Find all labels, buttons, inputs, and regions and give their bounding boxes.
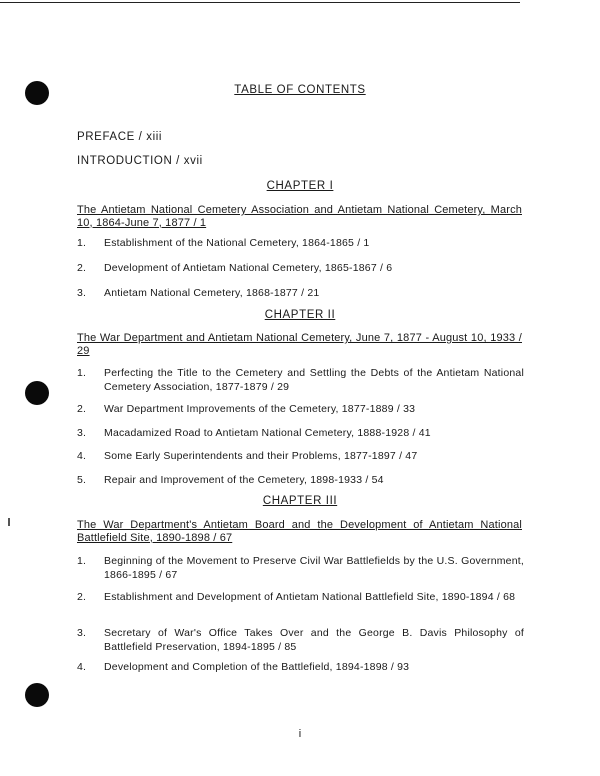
toc-entry — [77, 474, 524, 488]
toc-entry — [77, 403, 524, 417]
toc-entry — [77, 237, 524, 251]
chapter-heading: CHAPTER II — [264, 309, 336, 321]
toc-entry-text: Establishment and Development of Antietam National Battlefield Site, 1890-1894 / 68 — [104, 591, 516, 603]
toc-entry-number: 4. — [77, 450, 87, 462]
toc-entry-text: Repair and Improvement of the Cemetery, 1898-1933 / 54 — [104, 474, 384, 486]
toc-entry — [77, 427, 524, 441]
toc-entry-text: Antietam National Cemetery, 1868-1877 / 21 — [104, 287, 320, 299]
toc-entry-text: Macadamized Road to Antietam National Cemetery, 1888-1928 / 41 — [104, 427, 431, 439]
punch-hole — [25, 381, 49, 405]
page-number: i — [298, 728, 302, 740]
toc-entry-text: Secretary of War's Office Takes Over and the George B. Davis Philosophy of Battlefield Preservation, 1894-1895 / 85 — [104, 627, 524, 653]
toc-entry-text: Establishment of the National Cemetery, 1864-1865 / 1 — [104, 237, 370, 249]
toc-entry-text: Beginning of the Movement to Preserve Civil War Battlefields by the U.S. Government, 1866-1895 / 67 — [104, 555, 524, 581]
toc-entry-text: Some Early Superintendents and their Problems, 1877-1897 / 47 — [104, 450, 418, 462]
toc-entry-number: 1. — [77, 237, 87, 249]
toc-entry — [77, 627, 524, 654]
toc-entry-number: 2. — [77, 403, 87, 415]
toc-introduction: INTRODUCTION / xvii — [77, 155, 203, 167]
toc-entry — [77, 262, 524, 276]
chapter-part-title: The Antietam National Cemetery Association and Antietam National Cemetery, March 10, 1864-June 7, 1877 / 1 — [77, 204, 522, 229]
toc-entry-number: 2. — [77, 262, 87, 274]
toc-entry-number: 5. — [77, 474, 87, 486]
toc-entry-number: 4. — [77, 661, 87, 673]
scan-mark — [8, 518, 10, 526]
toc-entry — [77, 591, 524, 605]
toc-entry-number: 3. — [77, 427, 87, 439]
toc-entry-number: 2. — [77, 591, 87, 603]
chapter-heading: CHAPTER III — [262, 495, 338, 507]
toc-entry-number: 3. — [77, 627, 87, 639]
toc-entry-number: 1. — [77, 555, 87, 567]
toc-entry-text: Development of Antietam National Cemetery, 1865-1867 / 6 — [104, 262, 393, 274]
chapter-heading: CHAPTER I — [266, 180, 334, 192]
chapter-part-title: The War Department and Antietam National Cemetery, June 7, 1877 - August 10, 1933 / 29 — [77, 332, 522, 357]
punch-hole — [25, 683, 49, 707]
toc-entry — [77, 555, 524, 582]
chapter-part-title: The War Department's Antietam Board and the Development of Antietam National Battlefield Site, 1890-1898 / 67 — [77, 519, 522, 544]
toc-entry-number: 3. — [77, 287, 87, 299]
scan-top-edge-line — [0, 2, 520, 3]
page-title: TABLE OF CONTENTS — [234, 84, 366, 96]
toc-entry — [77, 367, 524, 394]
toc-entry — [77, 287, 524, 301]
toc-entry-number: 1. — [77, 367, 87, 379]
toc-entry-text: Perfecting the Title to the Cemetery and Settling the Debts of the Antietam National Cemetery Association, 1877-1879 / 29 — [104, 367, 524, 393]
toc-entry-text: War Department Improvements of the Cemetery, 1877-1889 / 33 — [104, 403, 416, 415]
toc-preface: PREFACE / xiii — [77, 131, 163, 143]
toc-entry — [77, 661, 524, 675]
toc-entry — [77, 450, 524, 464]
toc-entry-text: Development and Completion of the Battlefield, 1894-1898 / 93 — [104, 661, 410, 673]
